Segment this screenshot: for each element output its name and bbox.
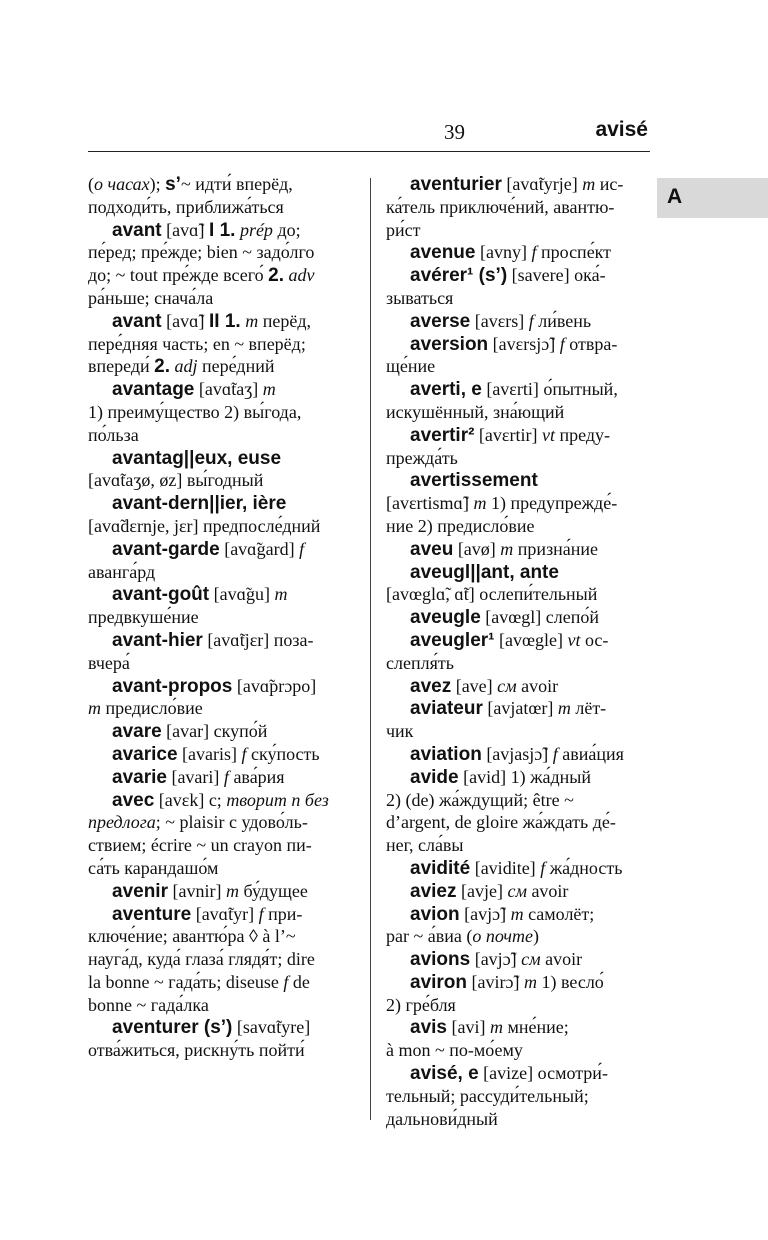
dictionary-line: [88, 766, 354, 789]
entry-text: дальнови́дный: [386, 1108, 498, 1129]
grammar-label: см: [497, 675, 517, 696]
headword: avidité: [410, 857, 471, 879]
dictionary-line: [386, 720, 648, 743]
entry-text: [avjatœr]: [482, 698, 558, 719]
column-divider: [370, 178, 371, 1120]
entry-text: [avɛrtir]: [474, 424, 542, 445]
headword: avantage: [112, 379, 195, 401]
dictionary-line: [386, 196, 648, 219]
dictionary-line: [88, 538, 354, 561]
dictionary-line: [88, 561, 354, 584]
entry-text: перёд,: [258, 310, 311, 331]
dictionary-line: [88, 743, 354, 766]
entry-text: [avjɔ̃]: [459, 903, 511, 924]
entry-text: пере́дний: [197, 356, 275, 377]
dictionary-line: [386, 1085, 648, 1108]
dictionary-line: [88, 515, 354, 538]
entry-text: [avɛrs]: [470, 310, 529, 331]
headword: avenir: [112, 880, 168, 902]
dictionary-line: [88, 789, 354, 812]
dictionary-line: [386, 811, 648, 834]
headword: aviateur: [410, 698, 483, 720]
dictionary-line: [88, 811, 354, 834]
entry-text: avoir: [540, 949, 583, 970]
entry-text: ~ идти́ вперёд,: [180, 174, 293, 194]
headword: aviez: [410, 880, 457, 902]
dictionary-line: [386, 401, 648, 424]
entry-text: предвкуше́ние: [88, 607, 199, 628]
headword: avions: [410, 949, 471, 971]
entry-text: ): [532, 926, 539, 947]
headword: avec: [112, 789, 155, 811]
headword: avertissement: [410, 470, 538, 492]
entry-text: ри́ст: [386, 219, 421, 240]
dictionary-line: [386, 561, 648, 584]
grammar-label: f: [531, 242, 537, 263]
dictionary-line: [386, 287, 648, 310]
grammar-label: prép: [235, 219, 273, 240]
entry-text: жа́дность: [545, 857, 623, 878]
dictionary-line: [88, 310, 354, 333]
entry-text: аванга́рд: [88, 561, 156, 582]
dictionary-line: [386, 355, 648, 378]
dictionary-line: [88, 469, 354, 492]
entry-text: d’argent, de gloire жа́ждать де́-: [386, 812, 616, 833]
dictionary-line: [386, 264, 648, 287]
grammar-label: о почте: [472, 926, 533, 947]
dictionary-line: [386, 492, 648, 515]
dictionary-line: [88, 606, 354, 629]
entry-text: отвра-: [564, 333, 618, 354]
entry-text: по́льза: [88, 424, 139, 445]
grammar-label: m: [510, 903, 524, 924]
dictionary-line: [386, 857, 648, 880]
headword: aveugle: [410, 607, 481, 629]
right-column: [386, 173, 648, 1130]
grammar-label: vt: [567, 629, 581, 650]
entry-text: 2) гре́бля: [386, 994, 456, 1015]
dictionary-line: [88, 241, 354, 264]
entry-text: [avɑ̃dɛrnje, jɛr] предпосле́дний: [88, 515, 321, 536]
grammar-label: m: [225, 880, 239, 901]
headword: avant-garde: [112, 538, 220, 560]
entry-text: отва́житься, рискну́ть пойти́: [88, 1040, 305, 1061]
dictionary-line: [386, 675, 648, 698]
headword: avarie: [112, 766, 167, 788]
entry-text: [avidite]: [470, 857, 541, 878]
dictionary-line: [88, 971, 354, 994]
headword: avant: [112, 219, 162, 241]
dictionary-line: [88, 583, 354, 606]
grammar-label: f: [528, 310, 534, 331]
entry-text: науга́д, куда́ глаза́ глядя́т; dire: [88, 949, 315, 970]
headword: aventurier: [410, 174, 502, 195]
dictionary-line: [386, 766, 648, 789]
grammar-label: vt: [541, 424, 555, 445]
headword: avérer¹ (s’): [410, 265, 508, 287]
headword: I 1.: [209, 219, 236, 241]
entry-text: преду-: [554, 424, 610, 445]
grammar-label: f: [223, 766, 229, 787]
entry-text: при-: [263, 903, 303, 924]
dictionary-line: [386, 424, 648, 447]
headword: aviron: [410, 971, 468, 993]
dictionary-line: [386, 971, 648, 994]
grammar-label: m: [524, 971, 537, 992]
grammar-label: m: [88, 698, 101, 719]
entry-text: ; ~ plaisir с удово́ль-: [155, 812, 308, 833]
dictionary-line: [88, 697, 354, 720]
headword: aveugl||ant, ante: [410, 561, 559, 583]
headword: aventurer (s’): [112, 1017, 233, 1039]
entry-text: [ave]: [451, 675, 498, 696]
dictionary-line: [386, 789, 648, 812]
entry-text: [avari]: [166, 766, 224, 787]
dictionary-line: [88, 994, 354, 1017]
entry-text: слепля́ть: [386, 652, 454, 673]
entry-text: 2) (de) жа́ждущий; être ~: [386, 789, 574, 810]
entry-text: тельный; рассуди́тельный;: [386, 1085, 589, 1106]
dictionary-line: [88, 629, 354, 652]
entry-text: [avirɔ̃]: [467, 971, 524, 992]
entry-text: мне́ние;: [502, 1017, 569, 1038]
entry-text: искушённый, зна́ющий: [386, 401, 565, 422]
headword: aveu: [410, 538, 454, 560]
dictionary-line: [88, 720, 354, 743]
entry-text: [avny]: [475, 242, 532, 263]
dictionary-line: [386, 378, 648, 401]
dictionary-line: [88, 652, 354, 675]
entry-text: чик: [386, 721, 414, 742]
entry-text: ние 2) предисло́вие: [386, 515, 535, 536]
entry-text: прежда́ть: [386, 447, 458, 468]
thumb-index-tab: [657, 178, 768, 218]
dictionary-line: [88, 925, 354, 948]
entry-text: лёт-: [570, 698, 607, 719]
grammar-label: adj: [170, 356, 198, 377]
grammar-label: f: [299, 538, 305, 559]
grammar-label: m: [274, 584, 288, 605]
entry-text: [avɑ̃taʒø, øz] вы́годный: [88, 470, 264, 491]
dictionary-line: [386, 538, 648, 561]
grammar-label: см: [507, 880, 527, 901]
headword: avant-goût: [112, 584, 210, 606]
dictionary-line: [88, 287, 354, 310]
entry-text: [avid] 1) жа́дный: [458, 766, 592, 787]
entry-text: подходи́ть, приближа́ться: [88, 196, 284, 217]
entry-text: [avø]: [453, 538, 501, 559]
entry-text: [avɑ̃]: [161, 219, 210, 240]
entry-text: ствием; écrire ~ un crayon пи-: [88, 835, 312, 856]
headword: avare: [112, 721, 162, 743]
dictionary-line: [386, 1039, 648, 1062]
headword: avenue: [410, 242, 476, 264]
dictionary-line: [88, 219, 354, 242]
entry-text: [avjɔ̃]: [470, 949, 522, 970]
entry-text: впереди́: [88, 356, 155, 377]
entry-text: [avœgle]: [494, 629, 568, 650]
entry-text: [avœglɑ̃, ɑ̃t] ослепи́тельный: [386, 584, 598, 605]
headword: avantag||eux, euse: [112, 447, 282, 469]
entry-text: авиа́ция: [557, 743, 624, 764]
dictionary-line: [88, 355, 354, 378]
grammar-label: m: [240, 310, 259, 331]
dictionary-line: [386, 994, 648, 1017]
entry-text: нег, сла́вы: [386, 835, 464, 856]
dictionary-line: [386, 606, 648, 629]
dictionary-line: [386, 903, 648, 926]
grammar-label: m: [582, 174, 596, 194]
grammar-label: f: [559, 333, 565, 354]
running-head: avisé: [595, 118, 648, 141]
dictionary-line: [386, 241, 648, 264]
headword: 2.: [154, 356, 171, 378]
entry-text: [avɑ̃gu]: [209, 584, 275, 605]
dictionary-line: [386, 834, 648, 857]
dictionary-line: [88, 196, 354, 219]
dictionary-line: [88, 424, 354, 447]
entry-text: ли́вень: [533, 310, 592, 331]
headword: avant-propos: [112, 675, 233, 697]
headword: aversion: [410, 333, 489, 355]
grammar-label: f: [283, 971, 289, 992]
entry-text: [avɑ̃tyr]: [191, 903, 259, 924]
entry-text: вчера́: [88, 652, 130, 673]
entry-text: зываться: [386, 287, 454, 308]
entry-text: à mon ~ по-мо́ему: [386, 1040, 523, 1061]
entry-text: la bonne ~ гада́ть; diseuse: [88, 971, 284, 992]
entry-text: [avjasjɔ̃]: [481, 743, 553, 764]
dictionary-line: [386, 1062, 648, 1085]
entry-text: );: [149, 174, 166, 194]
headword: avant: [112, 310, 162, 332]
headword: avion: [410, 903, 460, 925]
headword: 2.: [268, 265, 284, 287]
headword: averti, e: [410, 379, 482, 401]
dictionary-line: [88, 1039, 354, 1062]
dictionary-line: [88, 492, 354, 515]
entry-text: ра́ньше; снача́ла: [88, 287, 214, 308]
entry-text: ава́рия: [228, 766, 285, 787]
grammar-label: m: [557, 698, 571, 719]
grammar-label: предлога: [88, 812, 156, 833]
grammar-label: f: [540, 857, 546, 878]
page-header: [88, 118, 650, 152]
entry-text: предисло́вие: [101, 698, 203, 719]
entry-text: [savɑ̃tyre]: [232, 1017, 311, 1038]
dictionary-line: [88, 173, 354, 196]
entry-text: [avɛrsjɔ̃]: [488, 333, 560, 354]
dictionary-line: [88, 675, 354, 698]
headword: avide: [410, 766, 459, 788]
entry-text: [avaris]: [177, 743, 242, 764]
dictionary-line: [88, 857, 354, 880]
dictionary-line: [88, 378, 354, 401]
entry-text: [avɑ̃]: [161, 310, 210, 331]
entry-text: de: [288, 971, 310, 992]
entry-text: проспе́кт: [536, 242, 612, 263]
dictionary-line: [88, 401, 354, 424]
entry-text: [avɛrtismɑ̃]: [386, 493, 474, 514]
entry-text: 1) весло́: [537, 971, 604, 992]
dictionary-line: [386, 925, 648, 948]
headword: averse: [410, 310, 471, 332]
headword: avez: [410, 675, 452, 697]
dictionary-line: [88, 903, 354, 926]
entry-text: [avi]: [446, 1017, 490, 1038]
grammar-label: о часах: [94, 174, 150, 194]
thumb-index-letter: A: [667, 185, 683, 208]
grammar-label: adv: [284, 265, 315, 286]
entry-text: avoir: [526, 880, 569, 901]
grammar-label: см: [521, 949, 541, 970]
entry-text: 1) преиму́щество 2) вы́года,: [88, 401, 302, 422]
entry-text: [avɑ̃gard]: [219, 538, 300, 559]
dictionary-line: [88, 333, 354, 356]
entry-text: [avɑ̃prɔpo]: [232, 675, 317, 696]
entry-text: ключе́ние; авантю́ра ◊ à l’~: [88, 926, 296, 947]
dictionary-line: [88, 834, 354, 857]
grammar-label: m: [500, 538, 514, 559]
dictionary-line: [386, 1016, 648, 1039]
grammar-label: f: [241, 743, 247, 764]
headword: avarice: [112, 743, 178, 765]
headword: aveugler¹: [410, 629, 495, 651]
entry-text: avoir: [516, 675, 559, 696]
entry-text: ще́ние: [386, 356, 436, 377]
entry-text: [savere] ока́-: [507, 265, 606, 286]
grammar-label: m: [473, 493, 487, 514]
page-number: 39: [444, 120, 465, 144]
entry-text: ску́пость: [246, 743, 320, 764]
entry-text: [avar] скупо́й: [161, 721, 268, 742]
dictionary-line: [88, 1016, 354, 1039]
entry-text: пе́ред; пре́жде; bien ~ задо́лго: [88, 242, 315, 263]
entry-text: par ~ а́виа (: [386, 926, 473, 947]
entry-text: [avɛrti] о́пытный,: [481, 379, 618, 400]
dictionary-line: [386, 583, 648, 606]
entry-text: до;: [272, 219, 301, 240]
headword: aviation: [410, 743, 482, 765]
grammar-label: творит п без: [226, 789, 329, 810]
entry-text: са́ть карандашо́м: [88, 857, 219, 878]
entry-text: ис-: [595, 174, 624, 194]
dictionary-line: [386, 948, 648, 971]
entry-text: bonne ~ гада́лка: [88, 994, 209, 1015]
entry-text: 1) предупрежде́-: [486, 493, 618, 514]
entry-text: бу́дущее: [238, 880, 308, 901]
dictionary-line: [386, 629, 648, 652]
headword: avant-dern||ier, ière: [112, 493, 287, 515]
entry-text: призна́ние: [513, 538, 599, 559]
dictionary-line: [386, 515, 648, 538]
headword: avisé, e: [410, 1063, 479, 1085]
header-rule: [88, 151, 650, 152]
dictionary-line: [88, 880, 354, 903]
entry-text: [avɑ̃taʒ]: [194, 379, 263, 400]
dictionary-line: [386, 310, 648, 333]
dictionary-line: [386, 880, 648, 903]
dictionary-line: [386, 1108, 648, 1131]
entry-text: [avɑ̃tyrje]: [501, 174, 583, 194]
entry-text: самолёт;: [523, 903, 595, 924]
headword: aventure: [112, 903, 192, 925]
entry-text: [avnir]: [167, 880, 226, 901]
dictionary-line: [386, 743, 648, 766]
dictionary-line: [386, 469, 648, 492]
dictionary-line: [386, 652, 648, 675]
entry-text: [avœgl] слепо́й: [480, 607, 599, 628]
dictionary-line: [386, 333, 648, 356]
entry-text: до; ~ tout пре́жде всего́: [88, 265, 269, 286]
entry-text: [avɛk] с;: [154, 789, 227, 810]
entry-text: (: [88, 174, 94, 194]
entry-text: [avize] осмотри́-: [478, 1063, 608, 1084]
grammar-label: m: [262, 379, 276, 400]
entry-text: ка́тель приключе́ний, авантю-: [386, 196, 615, 217]
headword: avertir²: [410, 424, 475, 446]
grammar-label: f: [258, 903, 264, 924]
headword: avant-hier: [112, 629, 203, 651]
entry-text: [avɑ̃tjɛr] поза-: [202, 629, 314, 650]
dictionary-line: [88, 264, 354, 287]
dictionary-line: [386, 173, 648, 196]
entry-text: пере́дняя часть; en ~ вперёд;: [88, 333, 306, 354]
dictionary-line: [88, 948, 354, 971]
entry-text: [avje]: [456, 880, 508, 901]
left-column: [88, 173, 354, 1062]
dictionary-line: [386, 447, 648, 470]
dictionary-line: [88, 447, 354, 470]
dictionary-line: [386, 697, 648, 720]
headword: avis: [410, 1017, 447, 1039]
grammar-label: f: [552, 743, 558, 764]
headword: II 1.: [209, 310, 241, 332]
headword: s’: [165, 174, 181, 195]
grammar-label: m: [489, 1017, 503, 1038]
dictionary-line: [386, 219, 648, 242]
entry-text: ос-: [580, 629, 609, 650]
